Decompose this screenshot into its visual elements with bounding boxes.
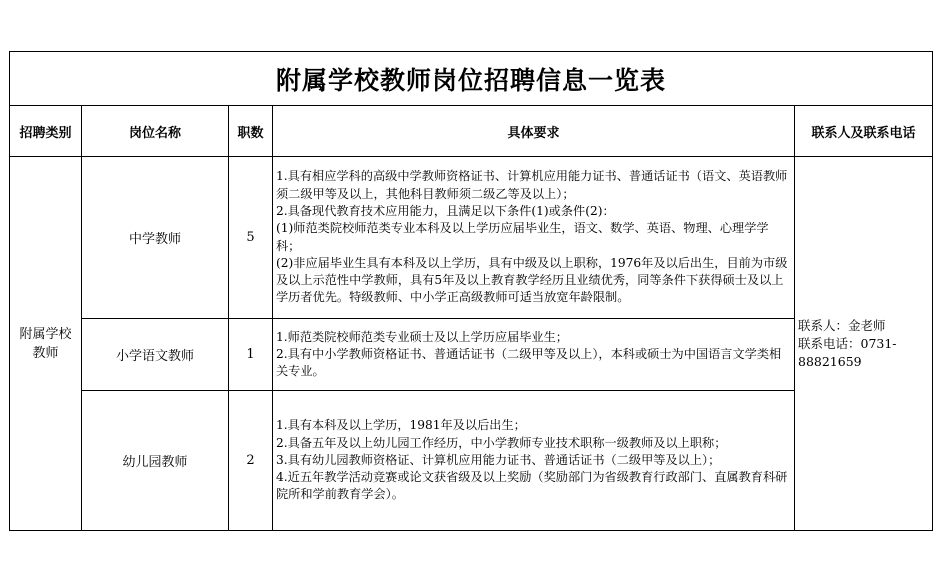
requirements-cell	[273, 157, 795, 319]
contact-cell	[795, 157, 933, 531]
requirements-cell	[273, 391, 795, 531]
header-position: 岗位名称	[82, 106, 229, 157]
category-cell	[10, 157, 82, 531]
header-row	[10, 106, 933, 157]
requirement-item: 1.师范类院校师范类专业硕士及以上学历应届毕业生；	[276, 329, 568, 344]
requirement-item: (2)非应届毕业生具有本科及以上学历，具有中级及以上职称，1976年及以后出生，目前为市级及以上示范性中学教师，具有5年及以上教育教学经历且业绩优秀，同等条件下获得硕士及以上学历者优先。特级教师、中小学正高级教师可适当放宽年龄限制。	[276, 255, 788, 305]
requirement-item: 2.具备现代教育技术应用能力，且满足以下条件(1)或条件(2)：	[276, 203, 615, 218]
table-row	[10, 157, 933, 319]
header-requirements: 具体要求	[273, 106, 795, 157]
header-contact: 联系人及联系电话	[795, 106, 933, 157]
count-cell: 2	[229, 391, 273, 531]
category-line2: 教师	[32, 345, 59, 361]
header-count: 职数	[229, 106, 273, 157]
page-title: 附属学校教师岗位招聘信息一览表	[10, 52, 933, 106]
recruitment-sheet	[9, 51, 932, 531]
requirement-item: (1)师范类院校师范类专业本科及以上学历应届毕业生，语文、数学、英语、物理、心理学学科；	[276, 221, 769, 253]
contact-phone: 联系电话：0731-88821659	[798, 335, 897, 369]
requirements-cell	[273, 319, 795, 391]
table-row	[10, 391, 933, 531]
recruitment-table	[9, 51, 933, 531]
position-cell: 小学语文教师	[82, 319, 229, 391]
table-row	[10, 319, 933, 391]
requirement-item: 1.具有本科及以上学历，1981年及以后出生；	[276, 418, 526, 433]
requirement-item: 2.具备五年及以上幼儿园工作经历，中小学教师专业技术职称一级教师及以上职称；	[276, 435, 727, 450]
contact-person: 联系人：金老师	[798, 317, 886, 333]
position-cell: 中学教师	[82, 157, 229, 319]
count-cell: 5	[229, 157, 273, 319]
position-cell: 幼儿园教师	[82, 391, 229, 531]
requirement-item: 2.具有中小学教师资格证书、普通话证书（二级甲等及以上），本科或硕士为中国语言文学类相关专业。	[276, 346, 782, 379]
count-cell: 1	[229, 319, 273, 391]
category-line1: 附属学校	[19, 326, 72, 342]
requirement-item: 3.具有幼儿园教师资格证、计算机应用能力证书、普通话证书（二级甲等及以上）；	[276, 452, 721, 467]
requirement-item: 4.近五年教学活动竞赛或论文获省级及以上奖励（奖励部门为省级教育行政部门、直属教育科研院所和学前教育学会）。	[276, 470, 788, 502]
requirement-item: 1.具有相应学科的高级中学教师资格证书、计算机应用能力证书、普通话证书（语文、英语教师须二级甲等及以上，其他科目教师须二级乙等及以上）；	[276, 169, 788, 201]
header-category: 招聘类别	[10, 106, 82, 157]
